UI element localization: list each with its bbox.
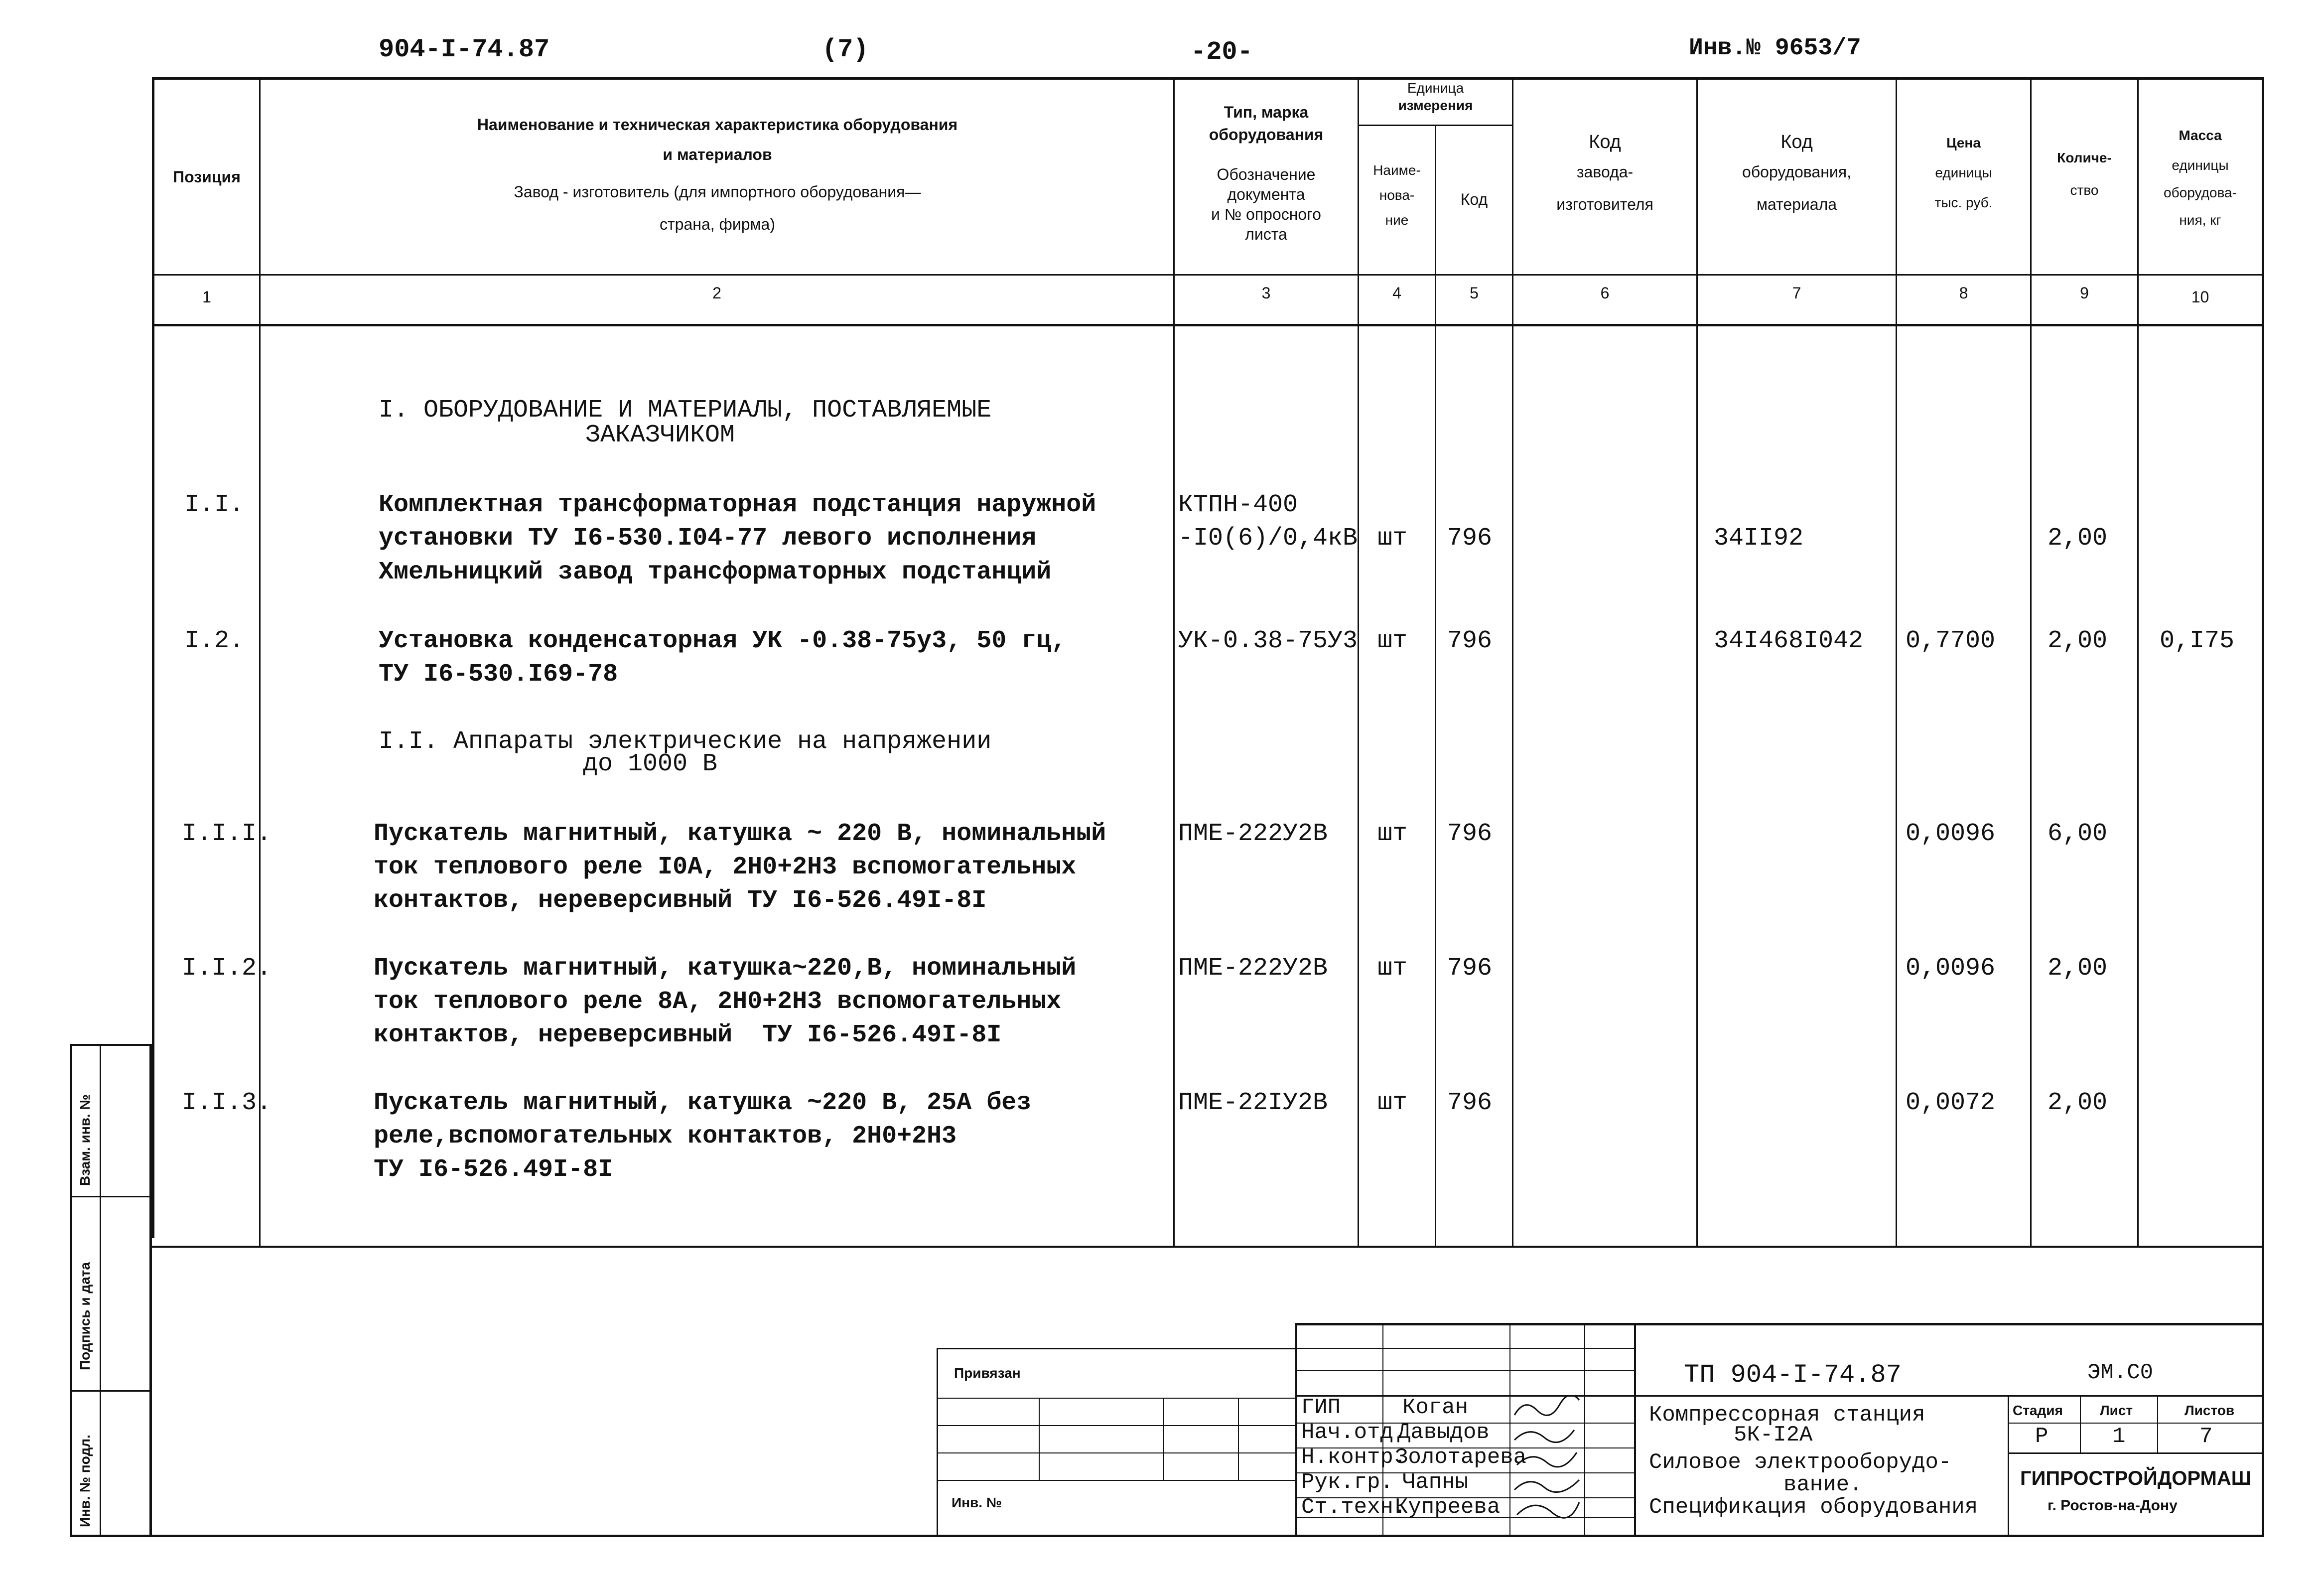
row-type: ПМЕ-222У2В bbox=[1178, 820, 1328, 848]
header-col7-1: Код bbox=[1780, 132, 1813, 152]
inv-no-label: Инв. № bbox=[952, 1495, 1002, 1510]
name-dept-head: Давыдов bbox=[1397, 1420, 1490, 1445]
row-name-line: реле,вспомогательных контактов, 2Н0+2Н3 bbox=[374, 1122, 957, 1151]
row-price: 0,7700 bbox=[1906, 627, 1996, 655]
privyazan-row bbox=[937, 1480, 1295, 1481]
side-stamp-divider bbox=[100, 1044, 101, 1537]
col-number: 3 bbox=[1261, 284, 1271, 302]
col-number: 8 bbox=[1959, 284, 1968, 302]
subsection-heading: до 1000 В bbox=[583, 750, 718, 778]
side-stamp-left bbox=[70, 1044, 72, 1537]
row-qty: 2,00 bbox=[2048, 524, 2108, 553]
row-name-line: контактов, нереверсивный ТУ I6-526.49I-8I bbox=[374, 1021, 1002, 1049]
stage-box-col bbox=[2157, 1395, 2158, 1452]
row-position: I.I.2. bbox=[182, 954, 272, 983]
signature-scribble bbox=[1514, 1395, 1579, 1415]
unit-group-2: измерения bbox=[1398, 98, 1473, 113]
row-type: -I0(6)/0,4кВ bbox=[1178, 524, 1358, 553]
header-col6-3: изготовителя bbox=[1556, 195, 1653, 213]
row-position: I.I. bbox=[184, 491, 245, 519]
name-gip: Коган bbox=[1402, 1395, 1469, 1420]
header-col3-b3: и № опросного bbox=[1211, 205, 1321, 223]
role-norm-control: Н.контр. bbox=[1301, 1445, 1407, 1470]
stage-value: Р bbox=[2035, 1424, 2049, 1449]
doc-code-top: 904-I-74.87 bbox=[379, 35, 550, 64]
header-col7-2: оборудования, bbox=[1742, 163, 1851, 181]
organization-name: ГИПРОСТРОЙДОРМАШ bbox=[2020, 1467, 2251, 1489]
header-col10-4: ния, кг bbox=[2179, 212, 2221, 228]
side-stamp-top bbox=[70, 1044, 152, 1046]
header-col10-2: единицы bbox=[2172, 157, 2229, 173]
row-name-line: ток теплового реле 8А, 2Н0+2Н3 вспомогательных bbox=[374, 988, 1062, 1016]
header-col3-b4: листа bbox=[1245, 225, 1287, 243]
privyazan-row bbox=[937, 1398, 1295, 1399]
header-col3-b1: Обозначение bbox=[1217, 165, 1316, 183]
row-qty: 2,00 bbox=[2048, 954, 2108, 983]
unit-group-1: Единица bbox=[1407, 80, 1464, 96]
header-col2-line3: Завод - изготовитель (для импортного оборудования— bbox=[514, 183, 921, 201]
col-line-2 bbox=[1173, 77, 1175, 1246]
col-number: 5 bbox=[1470, 284, 1479, 302]
privyazan-top bbox=[937, 1348, 1295, 1349]
frame-left bbox=[152, 77, 154, 1238]
col-number: 2 bbox=[712, 284, 721, 302]
row-position: I.I.I. bbox=[182, 820, 272, 848]
side-stamp-replace-inv: Взам. инв. № bbox=[77, 1094, 93, 1186]
privyazan-col bbox=[1163, 1398, 1164, 1480]
col-line-1 bbox=[259, 77, 261, 1246]
header-col3-b2: документа bbox=[1227, 185, 1305, 203]
titleblock-vline bbox=[1584, 1323, 1585, 1535]
sheets-value: 7 bbox=[2199, 1424, 2213, 1449]
unit-group-line bbox=[1358, 125, 1512, 126]
privyazan-row bbox=[937, 1425, 1295, 1426]
section-heading: ЗАКАЗЧИКОМ bbox=[585, 421, 735, 449]
col-line-8 bbox=[2030, 77, 2032, 1246]
role-group-head: Рук.гр. bbox=[1301, 1470, 1393, 1495]
titleblock-divider bbox=[1634, 1323, 1636, 1535]
row-qty: 2,00 bbox=[2048, 627, 2108, 655]
header-col9-2: ство bbox=[2070, 182, 2099, 198]
header-col5: Код bbox=[1460, 190, 1488, 208]
row-price: 0,0072 bbox=[1906, 1089, 1996, 1117]
name-senior-tech: Купреева bbox=[1395, 1495, 1501, 1520]
header-col2-line4: страна, фирма) bbox=[660, 215, 775, 233]
row-unit: шт bbox=[1377, 954, 1408, 983]
col-number: 4 bbox=[1392, 284, 1401, 302]
frame-top bbox=[152, 77, 2264, 80]
row-name-line: Хмельницкий завод трансформаторных подстанций bbox=[379, 558, 1052, 586]
inventory-number: Инв.№ 9653/7 bbox=[1689, 35, 1861, 62]
side-stamp-signature-date: Подпись и дата bbox=[77, 1262, 93, 1370]
name-group-head: Чапны bbox=[1402, 1470, 1469, 1495]
row-price: 0,0096 bbox=[1906, 954, 1996, 983]
section-heading: I. ОБОРУДОВАНИЕ И МАТЕРИАЛЫ, ПОСТАВЛЯЕМЫЕ bbox=[379, 396, 992, 425]
header-col4-2: нова- bbox=[1379, 187, 1415, 203]
header-col8-1: Цена bbox=[1946, 135, 1981, 150]
col-number: 6 bbox=[1600, 284, 1610, 302]
sheet-label: Лист bbox=[2100, 1403, 2133, 1418]
sheet-number: -20- bbox=[1191, 37, 1253, 67]
header-col3-top1: Тип, марка bbox=[1224, 103, 1309, 121]
role-gip: ГИП bbox=[1301, 1395, 1341, 1420]
row-name-line: ТУ I6-526.49I-8I bbox=[374, 1156, 613, 1184]
row-price: 0,0096 bbox=[1906, 820, 1996, 848]
titleblock-title-5: Спецификация оборудования bbox=[1649, 1495, 1978, 1520]
privyazan-col bbox=[1238, 1398, 1239, 1480]
row-qty: 6,00 bbox=[2048, 820, 2108, 848]
side-stamp-original-inv: Инв. № подл. bbox=[77, 1435, 93, 1527]
row-type: УК-0.38-75У3 bbox=[1178, 627, 1358, 655]
signature-scribble bbox=[1514, 1430, 1574, 1443]
stage-box-row bbox=[2008, 1423, 2264, 1424]
row-unit: шт bbox=[1377, 1089, 1408, 1117]
row-unit: шт bbox=[1377, 627, 1408, 655]
stage-box-col bbox=[2080, 1395, 2081, 1452]
col-line-3 bbox=[1358, 77, 1359, 1246]
row-unit: шт bbox=[1377, 524, 1408, 553]
row-unit: шт bbox=[1377, 820, 1408, 848]
stage-label: Стадия bbox=[2013, 1403, 2063, 1418]
row-code: 796 bbox=[1447, 954, 1493, 983]
titleblock-top bbox=[1295, 1323, 2264, 1325]
header-col1: Позиция bbox=[173, 168, 241, 186]
row-name-line: Установка конденсаторная УК -0.38-75у3, 50 гц, bbox=[379, 627, 1067, 655]
privyazan-row bbox=[937, 1452, 1295, 1453]
row-material: 34II92 bbox=[1714, 524, 1804, 553]
row-name-line: Комплектная трансформаторная подстанция наружной bbox=[379, 491, 1096, 519]
header-sep bbox=[152, 274, 2264, 276]
name-norm-control: Золотарева bbox=[1395, 1445, 1527, 1470]
titleblock-hline bbox=[1295, 1348, 1634, 1349]
privyazan-label: Привязан bbox=[954, 1365, 1021, 1381]
privyazan-col bbox=[1039, 1398, 1040, 1480]
header-col8-2: единицы bbox=[1935, 165, 1992, 180]
titleblock-hline bbox=[1295, 1370, 1634, 1371]
header-col6-1: Код bbox=[1589, 132, 1621, 152]
row-position: I.2. bbox=[184, 627, 245, 655]
col-number: 10 bbox=[2191, 288, 2209, 306]
row-type: ПМЕ-22IУ2В bbox=[1178, 1089, 1328, 1117]
col-line-7 bbox=[1896, 77, 1897, 1246]
row-code: 796 bbox=[1447, 524, 1493, 553]
header-col10-1: Масса bbox=[2179, 128, 2222, 143]
col-number: 1 bbox=[202, 288, 211, 306]
subsection-heading: I.I. Аппараты электрические на напряжении bbox=[379, 727, 992, 756]
organization-city: г. Ростов-на-Дону bbox=[2048, 1497, 2178, 1514]
side-stamp-right bbox=[149, 1044, 152, 1537]
frame-bottom bbox=[70, 1535, 2264, 1537]
titleblock-left bbox=[1295, 1323, 1297, 1535]
col-number: 7 bbox=[1792, 284, 1801, 302]
row-name-line: ток теплового реле I0А, 2Н0+2Н3 вспомогательных bbox=[374, 853, 1077, 881]
privyazan-left bbox=[937, 1348, 938, 1535]
header-numbers-bottom bbox=[152, 324, 2264, 326]
titleblock-title-3: Силовое электрооборудо- bbox=[1649, 1450, 1952, 1475]
row-code: 796 bbox=[1447, 627, 1493, 655]
role-dept-head: Нач.отд. bbox=[1301, 1420, 1407, 1445]
row-name-line: Пускатель магнитный, катушка ~ 220 В, номинальный bbox=[374, 820, 1106, 848]
header-col4-3: ние bbox=[1385, 212, 1409, 228]
row-name-line: контактов, нереверсивный ТУ I6-526.49I-8I bbox=[374, 886, 987, 915]
header-col10-3: оборудова- bbox=[2164, 185, 2237, 200]
signature-scribble bbox=[1517, 1452, 1577, 1467]
stage-box-left bbox=[2008, 1395, 2009, 1535]
row-name-line: Пускатель магнитный, катушка ~220 В, 25А без bbox=[374, 1089, 1032, 1117]
row-qty: 2,00 bbox=[2048, 1089, 2108, 1117]
signature-scribble bbox=[1514, 1480, 1579, 1492]
header-col2-line1: Наименование и техническая характеристика оборудования bbox=[477, 116, 958, 134]
titleblock-title-4: вание. bbox=[1783, 1472, 1863, 1497]
titleblock-title-1: Компрессорная станция bbox=[1649, 1403, 1925, 1428]
titleblock-title-2: 5К-I2А bbox=[1734, 1423, 1813, 1447]
row-name-line: ТУ I6-530.I69-78 bbox=[379, 660, 618, 689]
row-type: ПМЕ-222У2В bbox=[1178, 954, 1328, 983]
role-senior-tech: Ст.техн. bbox=[1301, 1495, 1407, 1520]
header-col2-line2: и материалов bbox=[663, 145, 772, 163]
sheet-value: 1 bbox=[2112, 1424, 2126, 1449]
frame-right bbox=[2262, 77, 2264, 1537]
col-line-9 bbox=[2137, 77, 2139, 1246]
titleblock-mark: ЭМ.С0 bbox=[2087, 1360, 2154, 1385]
header-col6-2: завода- bbox=[1576, 163, 1634, 181]
page-number: (7) bbox=[822, 35, 869, 64]
row-code: 796 bbox=[1447, 820, 1493, 848]
stage-box-row bbox=[2008, 1452, 2264, 1454]
row-code: 796 bbox=[1447, 1089, 1493, 1117]
titleblock-doc-code: ТП 904-I-74.87 bbox=[1684, 1360, 1902, 1390]
side-stamp-sep2 bbox=[70, 1390, 152, 1392]
sheets-label: Листов bbox=[2185, 1403, 2235, 1418]
col-line-6 bbox=[1696, 77, 1698, 1246]
header-col8-3: тыс. руб. bbox=[1934, 195, 1993, 210]
col-line-5 bbox=[1512, 77, 1513, 1246]
side-stamp-sep1 bbox=[70, 1196, 152, 1197]
header-col7-3: материала bbox=[1756, 195, 1837, 213]
signature-scribble bbox=[1517, 1502, 1579, 1518]
row-material: 34I468I042 bbox=[1714, 627, 1864, 655]
row-name-line: Пускатель магнитный, катушка~220,В, номинальный bbox=[374, 954, 1077, 983]
row-type: КТПН-400 bbox=[1178, 491, 1298, 519]
table-bottom bbox=[152, 1246, 2264, 1248]
header-col3-top2: оборудования bbox=[1209, 126, 1324, 144]
signatures bbox=[1509, 1395, 1584, 1520]
col-number: 9 bbox=[2080, 284, 2089, 302]
row-name-line: установки ТУ I6-530.I04-77 левого исполнения bbox=[379, 524, 1037, 553]
row-position: I.I.3. bbox=[182, 1089, 272, 1117]
header-col9-1: Количе- bbox=[2057, 150, 2112, 165]
header-col4-1: Наиме- bbox=[1373, 162, 1421, 178]
row-mass: 0,I75 bbox=[2160, 627, 2235, 655]
